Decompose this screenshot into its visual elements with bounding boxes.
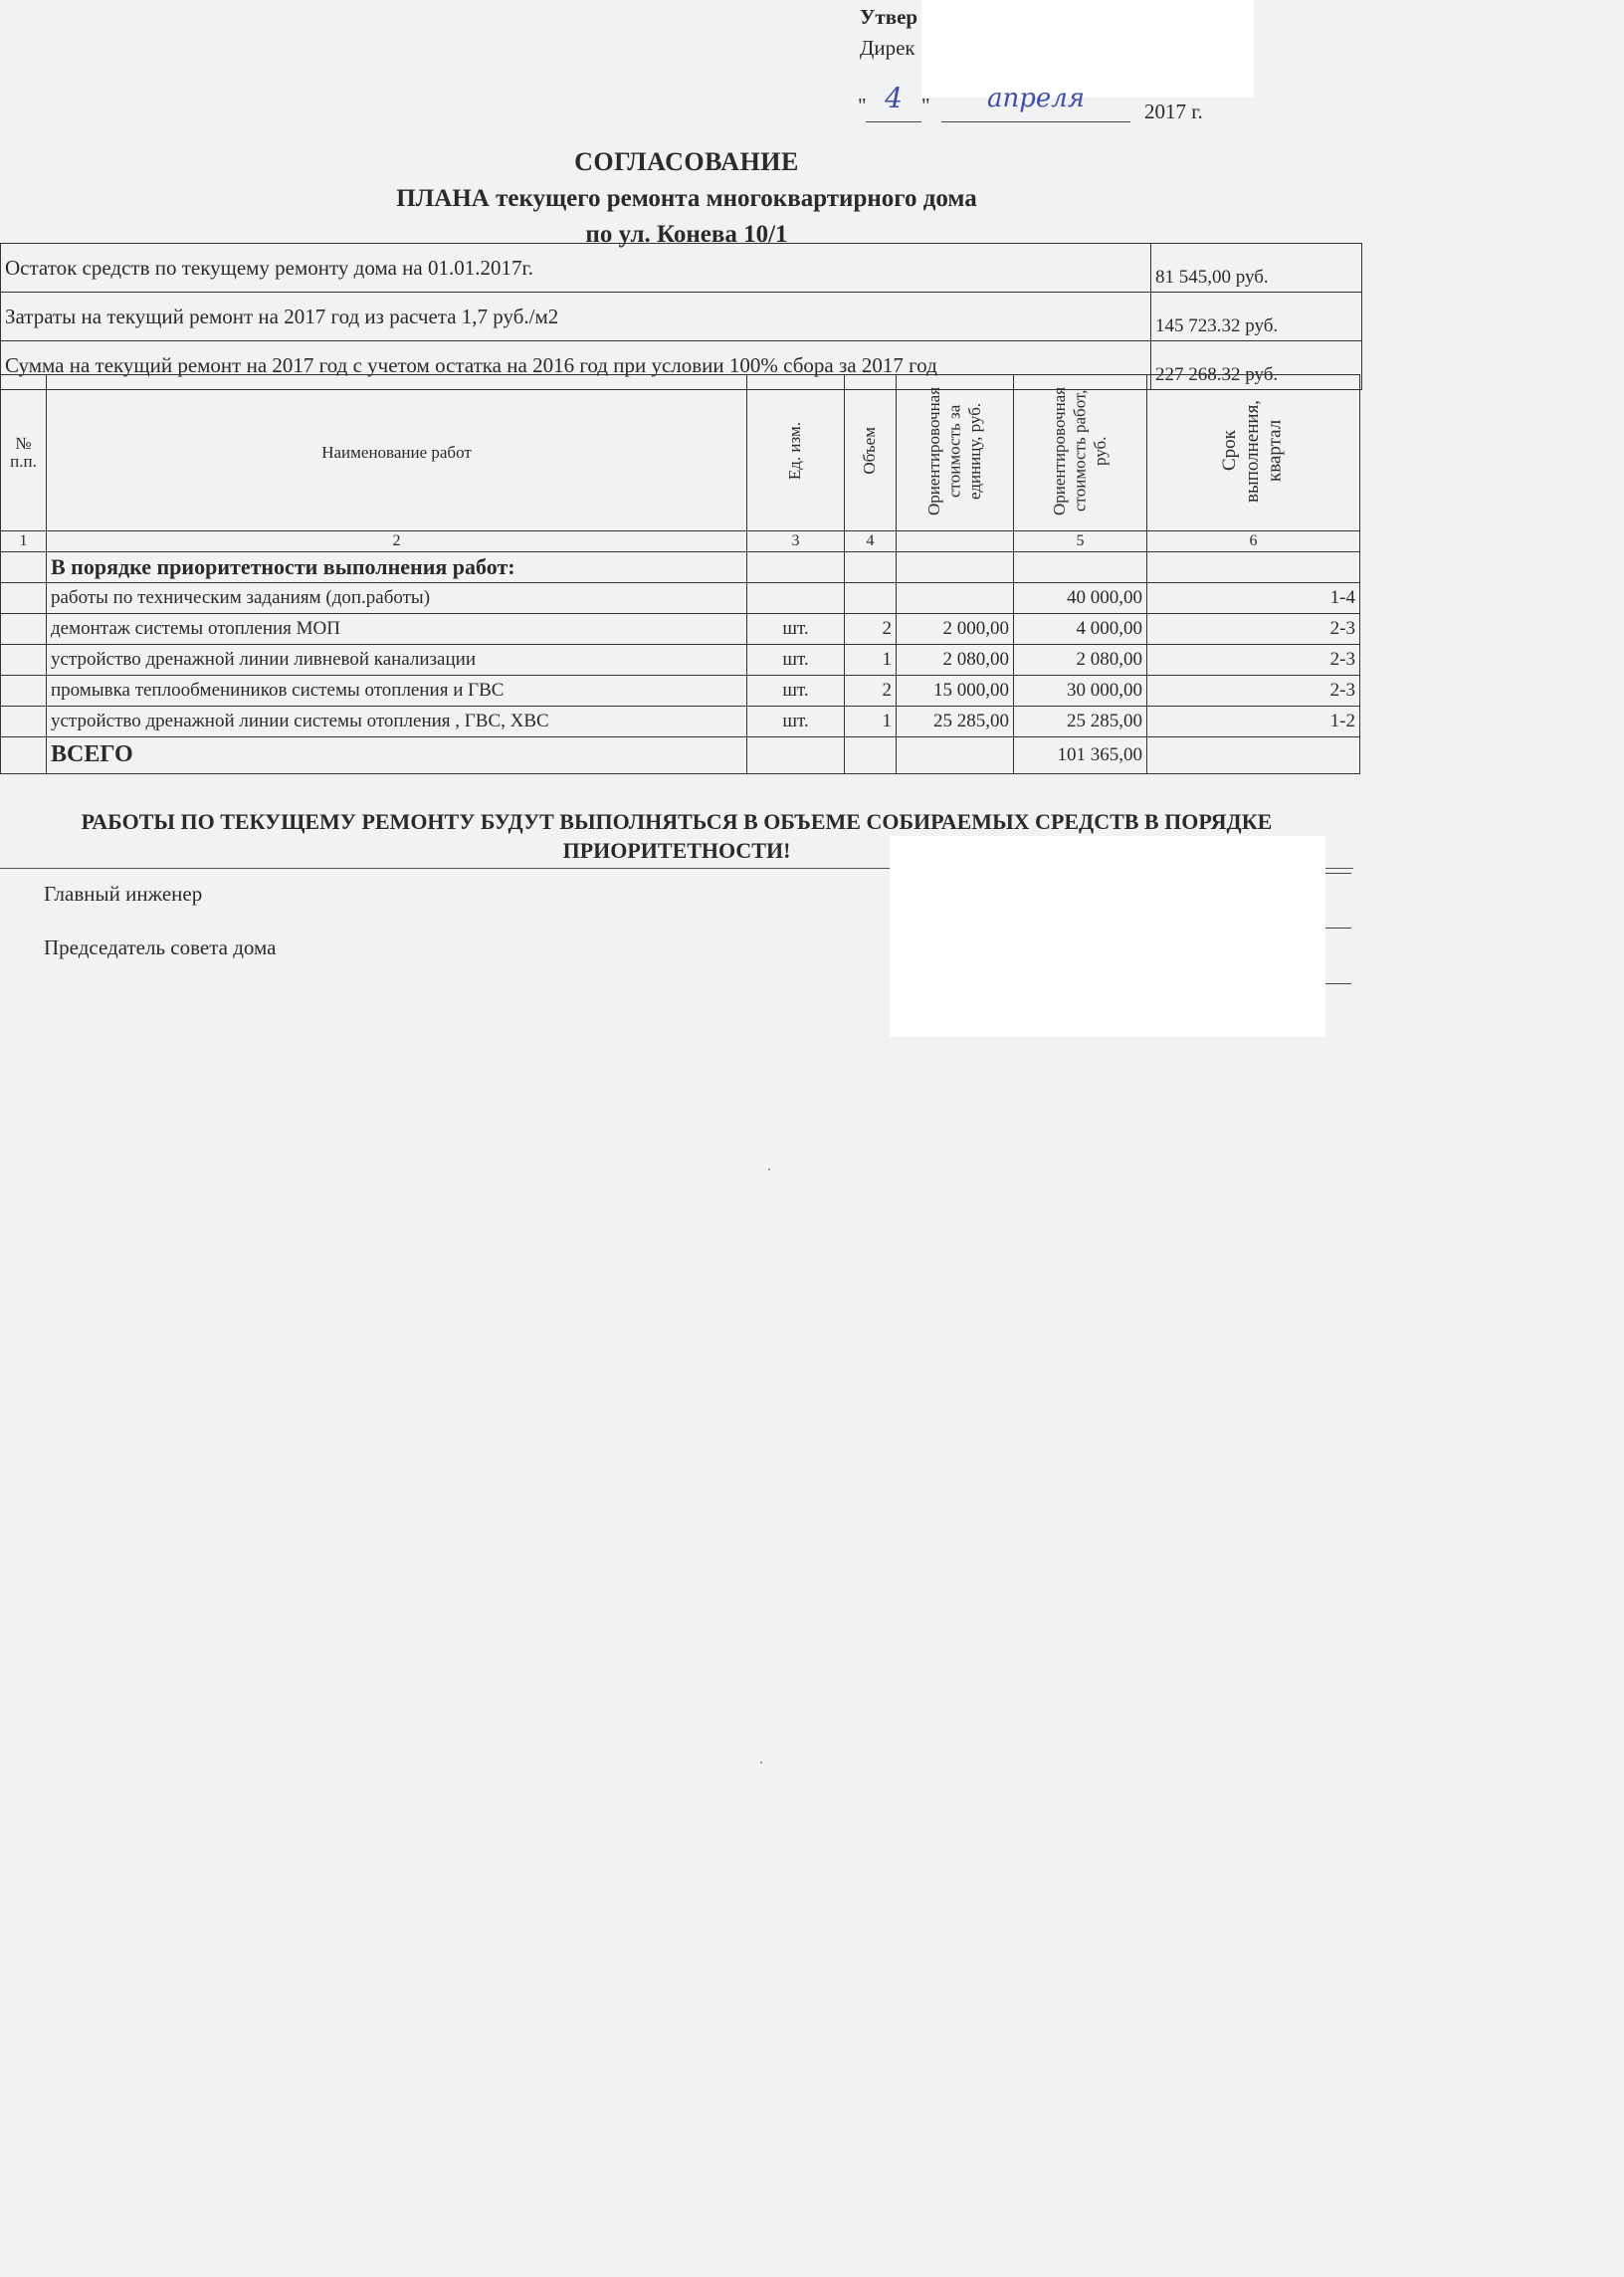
total-value: 101 365,00 xyxy=(1014,737,1147,774)
doc-title: СОГЛАСОВАНИЕ xyxy=(574,147,799,176)
table-row xyxy=(1,614,1360,645)
cell-unit-cost: 15 000,00 xyxy=(897,676,1014,707)
col-number: 4 xyxy=(845,531,897,552)
cell-empty xyxy=(1147,552,1360,583)
priority-notice: РАБОТЫ ПО ТЕКУЩЕМУ РЕМОНТУ БУДУТ ВЫПОЛНЯТЬСЯ В ОБЪЕМЕ СОБИРАЕМЫХ СРЕДСТВ В ПОРЯДКЕ ПРИОРИТЕТНОСТИ! xyxy=(81,809,1273,863)
cell-work-name: работы по техническим заданиям (доп.работы) xyxy=(47,583,747,614)
table-row xyxy=(1,645,1360,676)
total-row xyxy=(1,737,1360,774)
cell-unit: шт. xyxy=(747,676,845,707)
cell-work-name: демонтаж системы отопления МОП xyxy=(47,614,747,645)
cell-empty xyxy=(897,552,1014,583)
summary-table xyxy=(0,243,1362,390)
header-total-cost: Ориентировочная стоимость работ, руб. xyxy=(1014,375,1147,531)
cell-unit-cost xyxy=(897,583,1014,614)
cell-term: 1-4 xyxy=(1147,583,1360,614)
summary-row xyxy=(1,293,1362,341)
column-number-row xyxy=(1,531,1360,552)
cell-work-name: промывка теплообмениников системы отопления и ГВС xyxy=(47,676,747,707)
cell-unit: шт. xyxy=(747,707,845,737)
approval-quote-open: " xyxy=(858,94,867,117)
table-header-row xyxy=(1,375,1360,531)
cell-volume: 2 xyxy=(845,614,897,645)
cell-volume xyxy=(845,583,897,614)
col-number: 3 xyxy=(747,531,845,552)
cell-total: 25 285,00 xyxy=(1014,707,1147,737)
cell-total: 4 000,00 xyxy=(1014,614,1147,645)
cell-empty xyxy=(845,552,897,583)
header-num: № п.п. xyxy=(1,375,47,531)
cell-unit: шт. xyxy=(747,645,845,676)
approval-day: 4 xyxy=(866,82,921,122)
summary-row xyxy=(1,244,1362,293)
cell-num xyxy=(1,676,47,707)
cell-num xyxy=(1,645,47,676)
cell-total: 2 080,00 xyxy=(1014,645,1147,676)
col-number: 5 xyxy=(1014,531,1147,552)
cell-num xyxy=(1,583,47,614)
cell-unit-cost: 2 080,00 xyxy=(897,645,1014,676)
col-number: 2 xyxy=(47,531,747,552)
summary-label: Остаток средств по текущему ремонту дома на 01.01.2017г. xyxy=(1,244,1151,293)
header-unit: Ед. изм. xyxy=(747,375,845,531)
cell-empty xyxy=(897,737,1014,774)
cell-term: 2-3 xyxy=(1147,676,1360,707)
cell-empty xyxy=(747,737,845,774)
approval-quote-close: " xyxy=(921,94,930,117)
table-row xyxy=(1,583,1360,614)
cell-unit-cost: 2 000,00 xyxy=(897,614,1014,645)
table-row xyxy=(1,676,1360,707)
cell-unit-cost: 25 285,00 xyxy=(897,707,1014,737)
cell-empty xyxy=(747,552,845,583)
cell-empty xyxy=(1,737,47,774)
cell-unit: шт. xyxy=(747,614,845,645)
cell-term: 2-3 xyxy=(1147,645,1360,676)
cell-volume: 2 xyxy=(845,676,897,707)
cell-work-name: устройство дренажной линии ливневой канализации xyxy=(47,645,747,676)
table-row xyxy=(1,707,1360,737)
approval-line-1: Утвер xyxy=(860,5,918,29)
signature-council-chair: Председатель совета дома xyxy=(44,935,277,959)
cell-volume: 1 xyxy=(845,707,897,737)
summary-label: Затраты на текущий ремонт на 2017 год из расчета 1,7 руб./м2 xyxy=(1,293,1151,341)
header-name: Наименование работ xyxy=(47,375,747,531)
cell-total: 40 000,00 xyxy=(1014,583,1147,614)
cell-total: 30 000,00 xyxy=(1014,676,1147,707)
cell-empty xyxy=(1147,737,1360,774)
total-label: ВСЕГО xyxy=(47,737,747,774)
header-term: Срок выполнения, квартал xyxy=(1147,375,1360,531)
works-table xyxy=(0,374,1360,774)
summary-label: Сумма на текущий ремонт на 2017 год с учетом остатка на 2016 год при условии 100% сбора за 2017 год xyxy=(1,341,1151,390)
approval-year: 2017 г. xyxy=(1144,100,1203,123)
signature-chief-engineer: Главный инженер xyxy=(44,882,203,906)
cell-term: 2-3 xyxy=(1147,614,1360,645)
cell-volume: 1 xyxy=(845,645,897,676)
cell-work-name: устройство дренажной линии системы отопления , ГВС, ХВС xyxy=(47,707,747,737)
section-label: В порядке приоритетности выполнения работ: xyxy=(47,552,747,583)
cell-num xyxy=(1,614,47,645)
cell-empty xyxy=(1,552,47,583)
cell-num xyxy=(1,707,47,737)
cell-unit xyxy=(747,583,845,614)
section-row xyxy=(1,552,1360,583)
cell-empty xyxy=(1014,552,1147,583)
header-volume: Объем xyxy=(845,375,897,531)
cell-term: 1-2 xyxy=(1147,707,1360,737)
header-unit-cost: Ориентировочная стоимость за единицу, руб. xyxy=(897,375,1014,531)
scan-speck xyxy=(768,1168,770,1170)
redacted-area xyxy=(890,836,1325,1037)
approval-month: апреля xyxy=(941,84,1130,122)
approval-line-2: Дирек xyxy=(860,36,915,60)
col-number: 1 xyxy=(1,531,47,552)
cell-empty xyxy=(845,737,897,774)
doc-address: по ул. Конева 10/1 xyxy=(585,221,788,248)
summary-value: 227 268.32 руб. xyxy=(1151,341,1362,390)
scan-speck xyxy=(760,1761,762,1763)
col-number-empty xyxy=(897,531,1014,552)
col-number: 6 xyxy=(1147,531,1360,552)
doc-subtitle: ПЛАНА текущего ремонта многоквартирного дома xyxy=(396,185,977,212)
summary-value: 145 723.32 руб. xyxy=(1151,293,1362,341)
summary-value: 81 545,00 руб. xyxy=(1151,244,1362,293)
